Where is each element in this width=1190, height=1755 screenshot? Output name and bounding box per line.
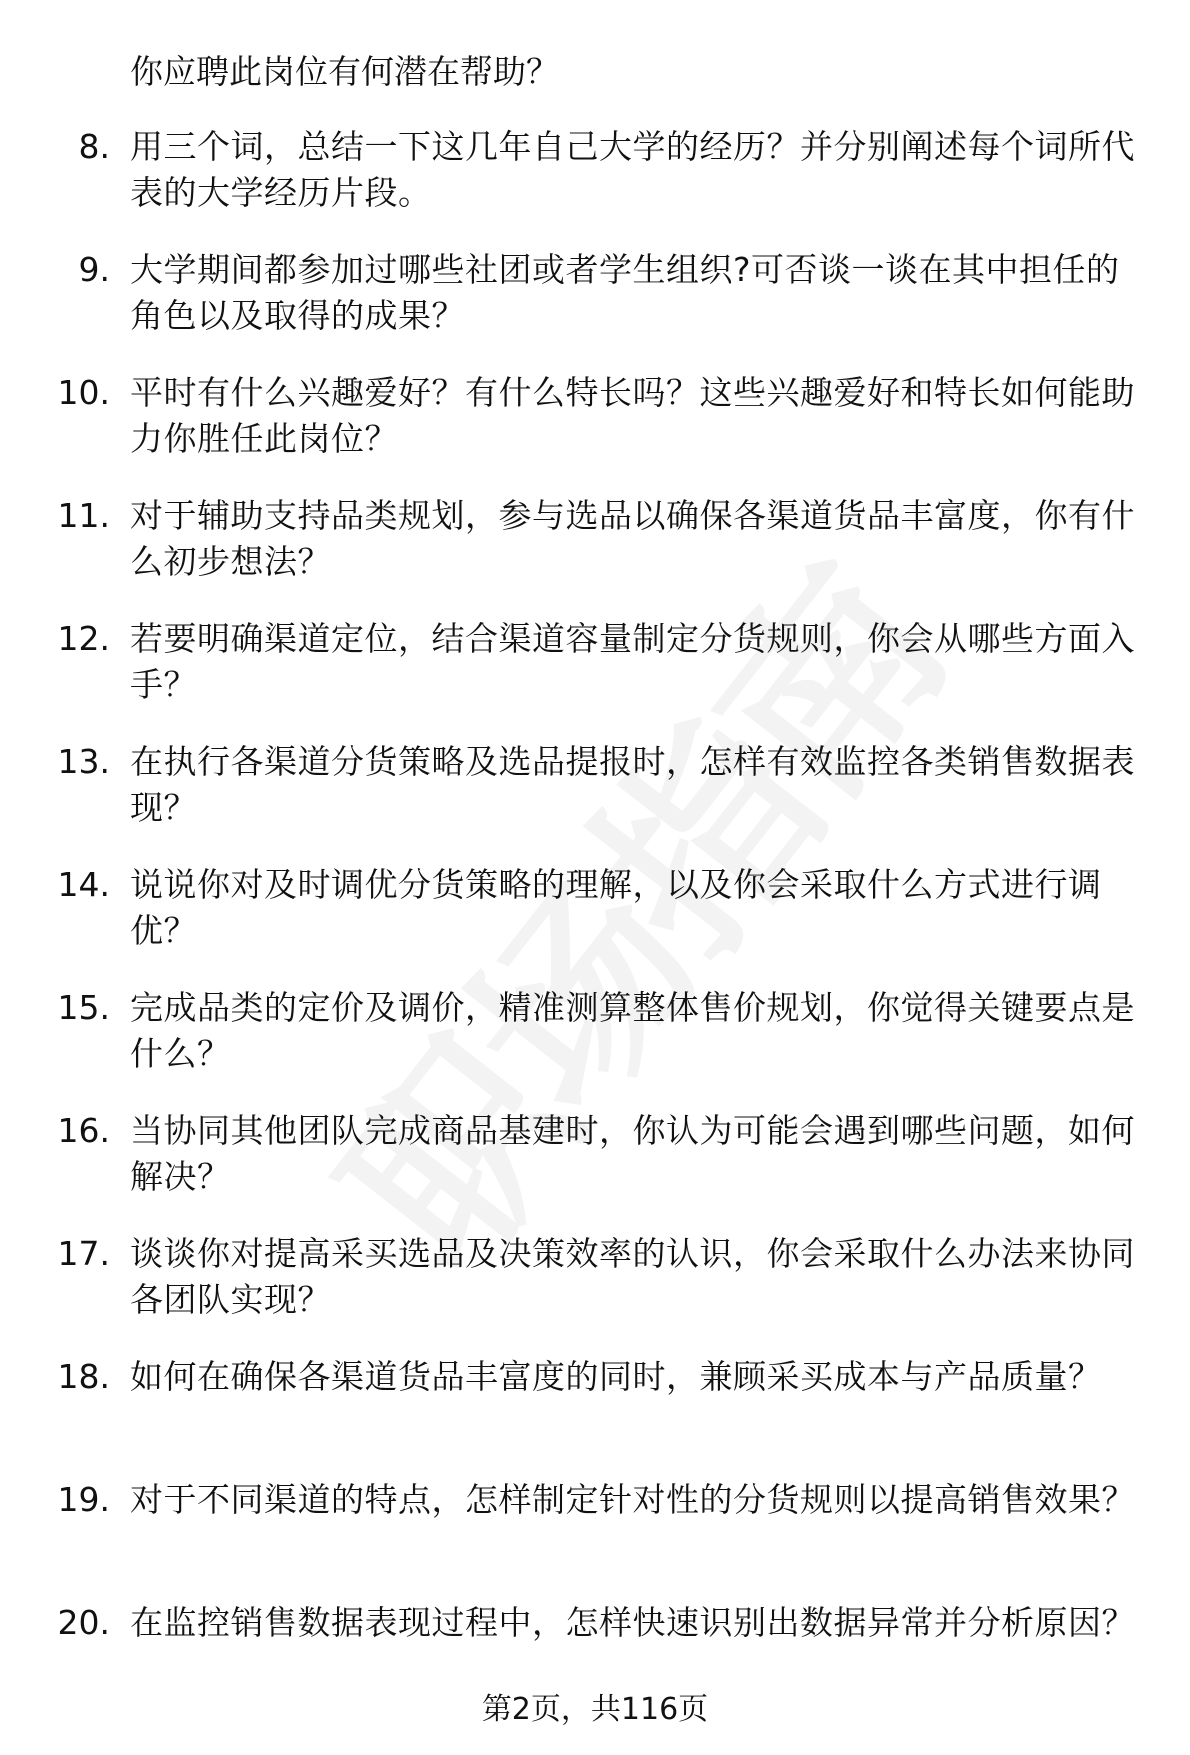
- question-item: [0, 124, 1190, 247]
- question-number: 9.: [78, 250, 110, 289]
- question-number: 18.: [57, 1357, 110, 1396]
- question-text: 对于辅助支持品类规划，参与选品以确保各渠道货品丰富度，你有什么初步想法？: [130, 496, 1135, 581]
- question-text: 当协同其他团队完成商品基建时，你认为可能会遇到哪些问题，如何解决？: [130, 1111, 1135, 1196]
- question-item: [0, 1108, 1190, 1231]
- question-item: [0, 1477, 1190, 1600]
- question-number: 11.: [57, 496, 110, 535]
- question-text: 大学期间都参加过哪些社团或者学生组织?可否谈一谈在其中担任的角色以及取得的成果？: [130, 250, 1120, 335]
- question-item: [0, 862, 1190, 985]
- question-number: 14.: [57, 865, 110, 904]
- page-footer: 第2页，共116页: [481, 1692, 709, 1727]
- question-text: 若要明确渠道定位，结合渠道容量制定分货规则，你会从哪些方面入手？: [130, 619, 1135, 704]
- question-text: 用三个词，总结一下这几年自己大学的经历？并分别阐述每个词所代表的大学经历片段。: [130, 127, 1135, 212]
- question-text: 平时有什么兴趣爱好？有什么特长吗？这些兴趣爱好和特长如何能助力你胜任此岗位？: [130, 373, 1135, 458]
- question-item: [0, 370, 1190, 493]
- question-number: 15.: [57, 988, 110, 1027]
- question-number: 16.: [57, 1111, 110, 1150]
- question-item: [0, 739, 1190, 862]
- question-number: 17.: [57, 1234, 110, 1273]
- question-number: 8.: [78, 127, 110, 166]
- question-item: [0, 985, 1190, 1108]
- question-number: 19.: [57, 1480, 110, 1519]
- question-text: 谈谈你对提高采买选品及决策效率的认识，你会采取什么办法来协同各团队实现？: [130, 1234, 1135, 1319]
- question-item: [0, 1231, 1190, 1354]
- question-item: [0, 1354, 1190, 1477]
- question-number: 10.: [57, 373, 110, 412]
- question-item: [0, 247, 1190, 370]
- question-text: 说说你对及时调优分货策略的理解，以及你会采取什么方式进行调优？: [130, 865, 1102, 950]
- question-item: [0, 493, 1190, 616]
- question-number: 20.: [57, 1603, 110, 1642]
- question-number: 13.: [57, 742, 110, 781]
- question-item: [0, 616, 1190, 739]
- question-text: 在执行各渠道分货策略及选品提报时，怎样有效监控各类销售数据表现？: [130, 742, 1135, 827]
- question-text: 完成品类的定价及调价，精准测算整体售价规划，你觉得关键要点是什么？: [130, 988, 1135, 1073]
- question-text: 对于不同渠道的特点，怎样制定针对性的分货规则以提高销售效果？: [130, 1480, 1135, 1519]
- question-number: 12.: [57, 619, 110, 658]
- continuation-text: 你应聘此岗位有何潜在帮助？: [130, 52, 559, 91]
- question-list: [0, 124, 1190, 1723]
- question-text: 在监控销售数据表现过程中，怎样快速识别出数据异常并分析原因？: [130, 1603, 1135, 1642]
- question-text: 如何在确保各渠道货品丰富度的同时，兼顾采买成本与产品质量？: [130, 1357, 1102, 1396]
